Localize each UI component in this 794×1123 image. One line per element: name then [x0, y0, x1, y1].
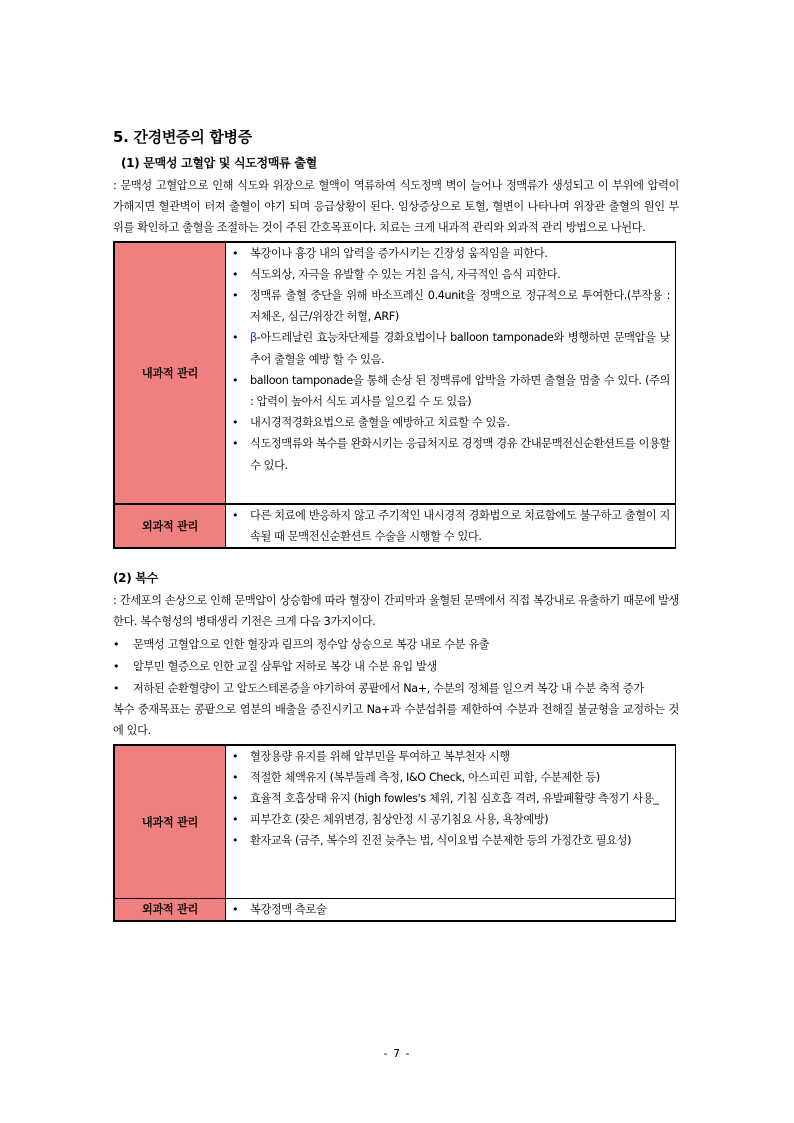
list-item: • 저하된 순환혈량이 고 알도스테론증을 야기하여 콩팥에서 Na+, 수분의 정체를 일으켜 복강 내 수분 축적 증가 — [113, 678, 679, 700]
list-item: • 적절한 체액유지 (복부둘레 측정, I&O Check, 아스피린 피함, 수분제한 등) — [230, 767, 670, 788]
ascites-intro-paragraph: : 간세포의 손상으로 인해 문맥압이 상승함에 따라 혈장이 간피막과 울혈된 문맥에서 직접 복강내로 유출하기 때문에 발생한다. 복수형성의 병태생리 기전은 크게 다음 3가지이다. — [113, 594, 679, 629]
page-number: - 7 - — [383, 1047, 411, 1060]
list-item: • 복강이나 흉강 내의 압력을 증가시키는 긴장성 움직임을 피한다. — [230, 243, 670, 264]
ascites-goal-paragraph: 복수 중재목표는 콩팥으로 염분의 배출을 증진시키고 Na+과 수분섭취를 제한하여 수분과 전해질 불균형을 교정하는 것에 있다. — [113, 703, 679, 738]
beta-symbol: β — [250, 331, 257, 345]
table-row — [114, 504, 676, 548]
list-item: • 혈장용량 유지를 위해 알부민을 투여하고 복부천자 시행 — [230, 746, 670, 767]
table-row — [114, 242, 676, 504]
subsection-title-ascites: (2) 복수 — [113, 571, 158, 586]
table-row — [114, 745, 676, 899]
surgical-management-label: 외과적 관리 — [114, 898, 226, 921]
surgical-management-cell — [226, 898, 676, 921]
list-item: • 내시경적경화요법으로 출혈을 예방하고 치료할 수 있음. — [230, 412, 670, 433]
table-row — [114, 898, 676, 921]
section-heading: 5. 간경변증의 합병증 — [113, 128, 252, 146]
list-item: • 다른 치료에 반응하지 않고 주기적인 내시경적 경화법으로 치료함에도 불구하고 출혈이 지속될 때 문맥전신순환션트 수술을 시행할 수 있다. — [230, 505, 670, 547]
list-item: • 환자교육 (금주, 복수의 진전 늦추는 법, 식이요법 수분제한 등의 가정간호 필요성) — [230, 830, 670, 851]
medical-management-list — [230, 746, 670, 852]
subsection-title-varices: (1) 문맥성 고혈압 및 식도정맥류 출혈 — [121, 156, 317, 170]
medical-management-label: 내과적 관리 — [114, 242, 226, 504]
list-item: • balloon tamponade을 통해 손상 된 정맥류에 압박을 가하면 출혈을 멈출 수 있다. (주의 : 압력이 높아서 식도 괴사를 일으킬 수 도 있음) — [230, 370, 670, 412]
medical-management-list — [230, 243, 670, 476]
list-item: • 문맥성 고혈압으로 인한 혈장과 림프의 정수압 상승으로 복강 내로 수분 유출 — [113, 634, 679, 656]
varices-management-table — [113, 241, 676, 549]
varices-intro-paragraph: : 문맥성 고혈압으로 인해 식도와 위장으로 혈액이 역류하여 식도정맥 벽이 늘어나 정맥류가 생성되고 이 부위에 압력이 가해지면 혈관벽이 터져 출혈이 야기 되며 응급상황이 된다. 임상증상으로 토혈, 혈변이 나타나며 위장관 출혈의 원인 부위를 확인하고 출혈을 조절하는 것이 주된 간호목표이다. 치료는 크게 내과적 관리와 외과적 관리 방법으로 나뉜다. — [113, 179, 679, 235]
document-page — [113, 126, 679, 922]
surgical-management-cell — [226, 504, 676, 548]
list-item: • 복강정맥 측로술 — [230, 899, 670, 920]
ascites-management-table — [113, 744, 676, 922]
list-item: • 효율적 호흡상태 유지 (high fowles's 체위, 기침 심호흡 격려, 유발폐활량 측정기 사용_ — [230, 788, 670, 809]
surgical-management-list — [230, 505, 670, 547]
surgical-management-list — [230, 899, 670, 920]
list-item: • 알부민 혈증으로 인한 교질 삼투압 저하로 복강 내 수분 유입 발생 — [113, 656, 679, 678]
list-item: • 식도외상, 자극을 유발할 수 있는 거친 음식, 자극적인 음식 피한다. — [230, 264, 670, 285]
list-item: • 정맥류 출혈 중단을 위해 바소프레신 0.4unit을 정맥으로 정규적으로 투여한다.(부작용 : 저체온, 심근/위장간 허혈, ARF) — [230, 285, 670, 327]
medical-management-label: 내과적 관리 — [114, 745, 226, 899]
list-item: • 식도정맥류와 복수를 완화시키는 응급처지로 경정맥 경유 간내문맥전신순환션트를 이용할 수 있다. — [230, 433, 670, 475]
medical-management-cell — [226, 242, 676, 504]
medical-management-cell — [226, 745, 676, 899]
surgical-management-label: 외과적 관리 — [114, 504, 226, 548]
list-item — [230, 327, 670, 369]
beta-blocker-text: -아드레날린 효능차단제를 경화요법이나 balloon tamponade와 병행하면 문맥압을 낮추어 출혈을 예방 할 수 있음. — [250, 331, 670, 366]
list-item: • 피부간호 (잦은 체위변경, 침상안정 시 공기침요 사용, 욕창예방) — [230, 809, 670, 830]
ascites-mechanism-list — [113, 634, 679, 699]
